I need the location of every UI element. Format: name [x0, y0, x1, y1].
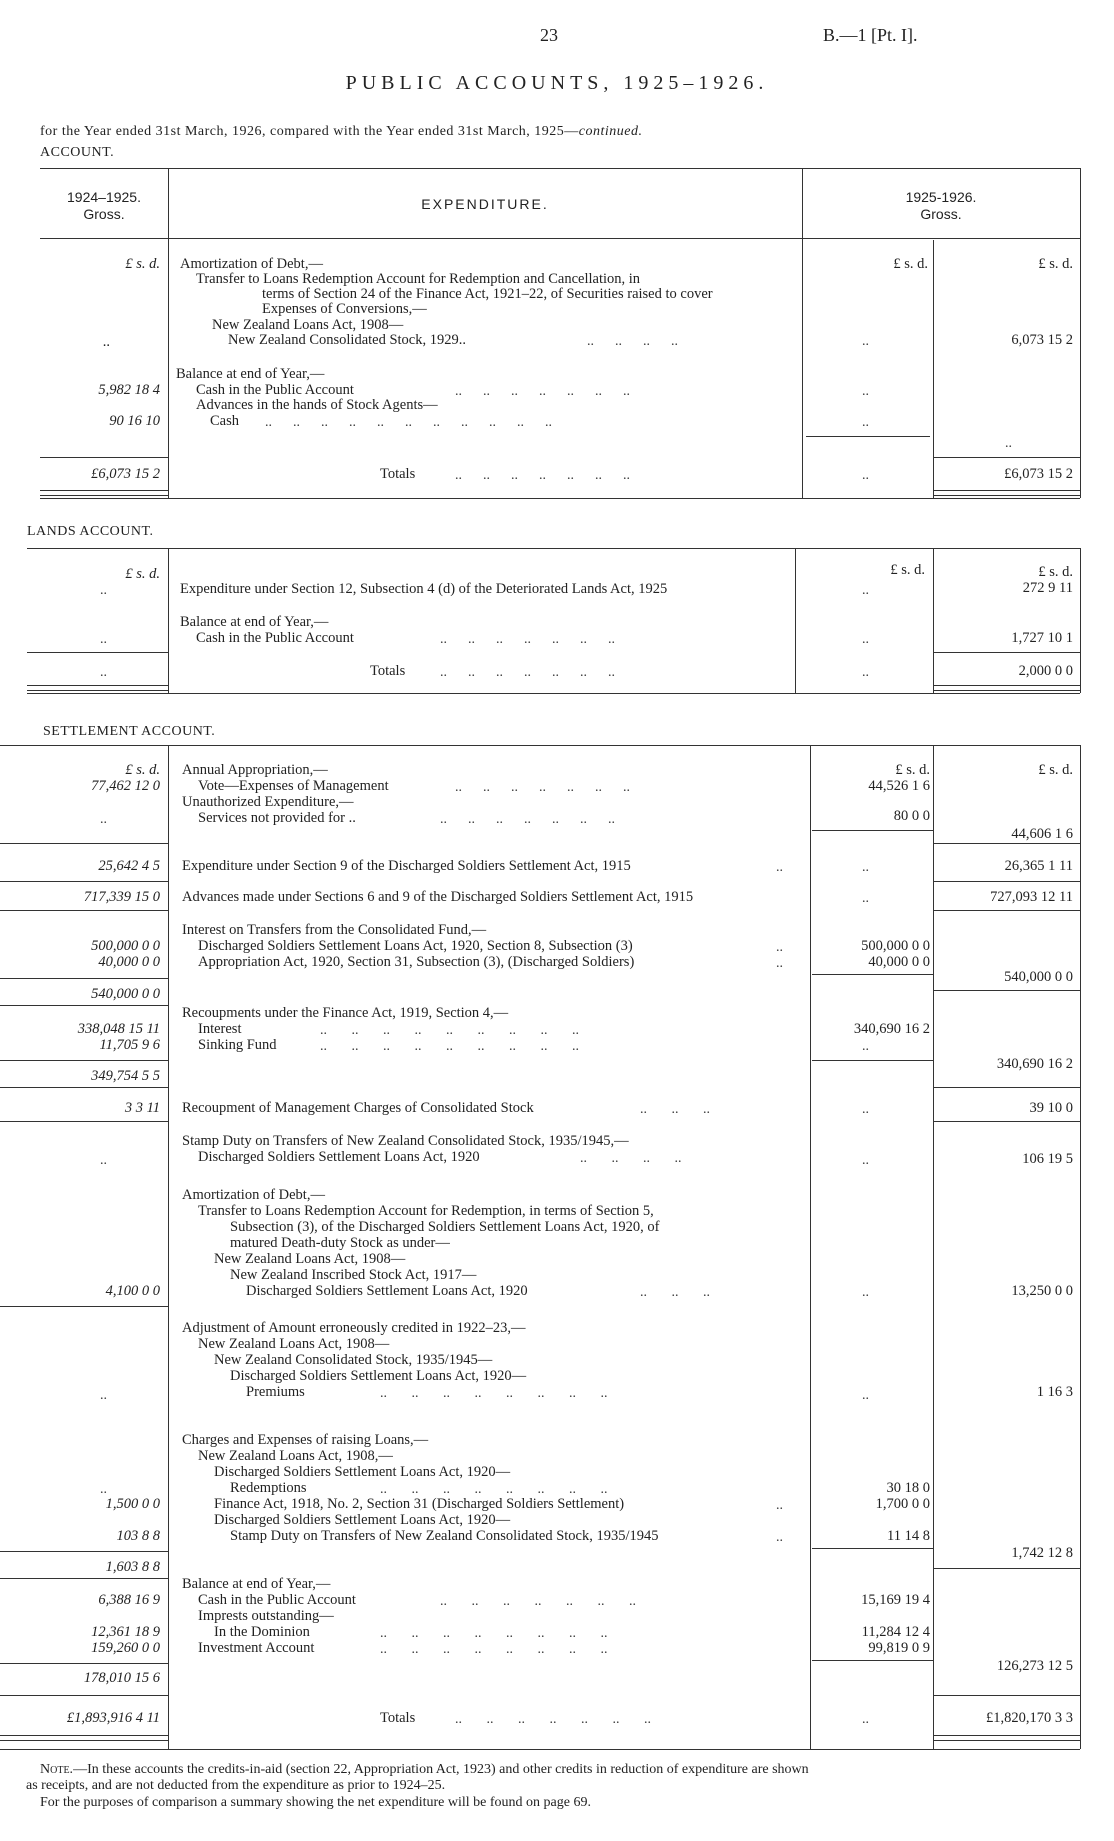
- prev-value: 6,388 16 9: [98, 1592, 160, 1608]
- cur-total: £6,073 15 2: [1004, 466, 1073, 482]
- prev-value: 11,705 9 6: [99, 1037, 160, 1053]
- prev-gross-label: Gross.: [83, 206, 125, 222]
- prev-value: 159,260 0 0: [91, 1640, 160, 1656]
- cur-value: 40,000 0 0: [868, 954, 930, 970]
- line-text: Discharged Soldiers Settlement Loans Act, 1920, Section 8, Subsection (3): [198, 938, 633, 954]
- line-text: Balance at end of Year,—: [180, 614, 329, 630]
- subtitle-text: for the Year ended 31st March, 1926, compared with the Year ended 31st March, 1925—: [40, 124, 579, 139]
- cur-total: 1,742 12 8: [1011, 1545, 1073, 1561]
- lsd-header: £ s. d.: [895, 762, 930, 778]
- cur-total: 540,000 0 0: [1004, 969, 1073, 985]
- cur-value: 1 16 3: [1036, 1384, 1073, 1400]
- line-text: terms of Section 24 of the Finance Act, 1921–22, of Securities raised to cover: [262, 286, 713, 302]
- lsd-header: £ s. d.: [125, 762, 160, 778]
- line-text: Cash in the Public Account: [198, 1592, 356, 1608]
- cur-value: 106 19 5: [1022, 1151, 1073, 1167]
- page-subtitle: [40, 124, 643, 140]
- cur-gross-label: Gross.: [920, 206, 962, 222]
- cur-year-label: 1925-1926.: [905, 189, 977, 205]
- line-text: Stamp Duty on Transfers of New Zealand Consolidated Stock, 1935/1945: [230, 1528, 659, 1544]
- line-text: Balance at end of Year,—: [182, 1576, 331, 1592]
- line-text: Discharged Soldiers Settlement Loans Act, 1920: [198, 1149, 480, 1165]
- cur-year-header: [802, 189, 1080, 223]
- line-text: New Zealand Loans Act, 1908,—: [198, 1448, 393, 1464]
- lsd-header: £ s. d.: [1038, 564, 1073, 580]
- prev-value: 40,000 0 0: [98, 954, 160, 970]
- line-text: Redemptions: [230, 1480, 307, 1496]
- cur-value: 39 10 0: [1029, 1100, 1073, 1116]
- cur-value: 44,526 1 6: [868, 778, 930, 794]
- line-text: Unauthorized Expenditure,—: [182, 794, 354, 810]
- totals-label: Totals: [380, 466, 416, 482]
- cur-value: 500,000 0 0: [861, 938, 930, 954]
- line-text: Appropriation Act, 1920, Section 31, Subsection (3), (Discharged Soldiers): [198, 954, 635, 970]
- cur-value: 99,819 0 9: [868, 1640, 930, 1656]
- line-text: Charges and Expenses of raising Loans,—: [182, 1432, 429, 1448]
- cur-total: 44,606 1 6: [1011, 826, 1073, 842]
- line-text: New Zealand Consolidated Stock, 1935/1945—: [214, 1352, 493, 1368]
- line-text: Investment Account: [198, 1640, 315, 1656]
- prev-value: 12,361 18 9: [91, 1624, 160, 1640]
- account-label: ACCOUNT.: [40, 145, 115, 160]
- cur-value: 6,073 15 2: [1011, 332, 1073, 348]
- line-text: Expenses of Conversions,—: [262, 301, 427, 317]
- totals-label: Totals: [370, 663, 406, 679]
- cur-value: 11 14 8: [887, 1528, 930, 1544]
- cur-value: 11,284 12 4: [861, 1624, 930, 1640]
- cur-value: 30 18 0: [886, 1480, 930, 1496]
- lands-title: LANDS ACCOUNT.: [27, 524, 154, 539]
- prev-value: 338,048 15 11: [77, 1021, 160, 1037]
- prev-subtotal: 540,000 0 0: [91, 986, 160, 1002]
- cur-value: 26,365 1 11: [1004, 858, 1073, 874]
- line-text: Cash in the Public Account: [196, 382, 354, 398]
- line-text: Expenditure under Section 12, Subsection 4 (d) of the Deteriorated Lands Act, 1925: [180, 581, 668, 597]
- line-text: Expenditure under Section 9 of the Discharged Soldiers Settlement Act, 1915: [182, 858, 631, 874]
- line-text: Transfer to Loans Redemption Account for Redemption, in terms of Section 5,: [198, 1203, 654, 1219]
- prev-value: 3 3 11: [124, 1100, 160, 1116]
- line-text: Discharged Soldiers Settlement Loans Act, 1920—: [214, 1512, 511, 1528]
- subtitle-continued: continued.: [578, 124, 643, 139]
- prev-total: £6,073 15 2: [91, 466, 160, 482]
- prev-value: 717,339 15 0: [83, 889, 160, 905]
- document-reference: B.—1 [Pt. I].: [823, 25, 918, 45]
- cur-value: 13,250 0 0: [1011, 1283, 1073, 1299]
- totals-label: Totals: [380, 1710, 416, 1726]
- line-text: Cash in the Public Account: [196, 630, 354, 646]
- line-text: Interest: [198, 1021, 242, 1037]
- line-text: Premiums: [246, 1384, 305, 1400]
- prev-total: £1,893,916 4 11: [66, 1710, 160, 1726]
- line-text: Discharged Soldiers Settlement Loans Act, 1920—: [230, 1368, 527, 1384]
- lsd-header: £ s. d.: [1038, 256, 1073, 272]
- note-line-1: —In these accounts the credits-in-aid (section 22, Appropriation Act, 1923) and other credits in reduction of expenditure are shown: [73, 1762, 809, 1777]
- settlement-title: SETTLEMENT ACCOUNT.: [43, 724, 216, 739]
- expenditure-header: EXPENDITURE.: [421, 196, 549, 212]
- line-text: Imprests outstanding—: [198, 1608, 334, 1624]
- line-text: Recoupment of Management Charges of Consolidated Stock: [182, 1100, 534, 1116]
- cur-value: 272 9 11: [1022, 580, 1073, 596]
- lsd-header: £ s. d.: [125, 566, 160, 582]
- line-text: Interest on Transfers from the Consolidated Fund,—: [182, 922, 487, 938]
- line-text: Amortization of Debt,—: [180, 256, 323, 272]
- line-text: Adjustment of Amount erroneously credited in 1922–23,—: [182, 1320, 526, 1336]
- line-text: Recoupments under the Finance Act, 1919, Section 4,—: [182, 1005, 509, 1021]
- page-title: PUBLIC ACCOUNTS, 1925–1926.: [345, 72, 769, 94]
- line-text: matured Death-duty Stock as under—: [230, 1235, 450, 1251]
- prev-value: 25,642 4 5: [98, 858, 160, 874]
- cur-value: 80 0 0: [893, 808, 930, 824]
- prev-value: 500,000 0 0: [91, 938, 160, 954]
- cur-value: 1,700 0 0: [875, 1496, 930, 1512]
- cur-total: 2,000 0 0: [1018, 663, 1073, 679]
- cur-value: 727,093 12 11: [990, 889, 1073, 905]
- line-text: Sinking Fund: [198, 1037, 277, 1053]
- line-text: New Zealand Inscribed Stock Act, 1917—: [230, 1267, 477, 1283]
- prev-subtotal: 178,010 15 6: [83, 1670, 160, 1686]
- prev-year-label: 1924–1925.: [67, 189, 141, 205]
- prev-value: 1,500 0 0: [105, 1496, 160, 1512]
- line-text: Annual Appropriation,—: [182, 762, 328, 778]
- prev-value: 4,100 0 0: [105, 1283, 160, 1299]
- note-line-3: For the purposes of comparison a summary showing the net expenditure will be found on page 69.: [40, 1795, 591, 1810]
- cur-total: 340,690 16 2: [996, 1056, 1073, 1072]
- line-text: Advances in the hands of Stock Agents—: [196, 397, 438, 413]
- line-text: Finance Act, 1918, No. 2, Section 31 (Discharged Soldiers Settlement): [214, 1496, 625, 1512]
- cur-value: 1,727 10 1: [1011, 630, 1073, 646]
- footnote: [40, 1762, 809, 1778]
- line-text: Services not provided for ..: [198, 810, 356, 826]
- prev-subtotal: 1,603 8 8: [105, 1559, 160, 1575]
- line-text: New Zealand Loans Act, 1908—: [214, 1251, 406, 1267]
- line-text: Amortization of Debt,—: [182, 1187, 325, 1203]
- page-number: 23: [540, 25, 558, 45]
- note-label: Note.: [40, 1762, 74, 1777]
- line-text: Vote—Expenses of Management: [198, 778, 389, 794]
- lsd-header: £ s. d.: [890, 562, 925, 578]
- cur-value: 15,169 19 4: [861, 1592, 930, 1608]
- prev-value: 103 8 8: [116, 1528, 160, 1544]
- prev-year-header: [40, 189, 168, 223]
- line-text: New Zealand Consolidated Stock, 1929..: [228, 332, 466, 348]
- prev-value: 77,462 12 0: [91, 778, 160, 794]
- prev-subtotal: 349,754 5 5: [91, 1068, 160, 1084]
- lsd-header: £ s. d.: [125, 256, 160, 272]
- line-text: Discharged Soldiers Settlement Loans Act, 1920: [246, 1283, 528, 1299]
- line-text: New Zealand Loans Act, 1908—: [212, 317, 404, 333]
- line-text: Subsection (3), of the Discharged Soldiers Settlement Loans Act, 1920, of: [230, 1219, 660, 1235]
- cur-total: £1,820,170 3 3: [986, 1710, 1073, 1726]
- prev-value: 5,982 18 4: [98, 382, 160, 398]
- lsd-header: £ s. d.: [893, 256, 928, 272]
- prev-value: ..: [102, 334, 110, 350]
- cur-value: 340,690 16 2: [853, 1021, 930, 1037]
- line-text: Transfer to Loans Redemption Account for Redemption and Cancellation, in: [196, 271, 641, 287]
- line-text: Advances made under Sections 6 and 9 of the Discharged Soldiers Settlement Act, 1915: [182, 889, 694, 905]
- line-text: Stamp Duty on Transfers of New Zealand Consolidated Stock, 1935/1945,—: [182, 1133, 629, 1149]
- cur-total: 126,273 12 5: [996, 1658, 1073, 1674]
- lsd-header: £ s. d.: [1038, 762, 1073, 778]
- note-line-2: as receipts, and are not deducted from the expenditure as prior to 1924–25.: [26, 1778, 446, 1793]
- line-text: Cash: [210, 413, 239, 429]
- line-text: Balance at end of Year,—: [176, 366, 325, 382]
- line-text: In the Dominion: [214, 1624, 310, 1640]
- line-text: New Zealand Loans Act, 1908—: [198, 1336, 390, 1352]
- prev-value: 90 16 10: [109, 413, 160, 429]
- line-text: Discharged Soldiers Settlement Loans Act, 1920—: [214, 1464, 511, 1480]
